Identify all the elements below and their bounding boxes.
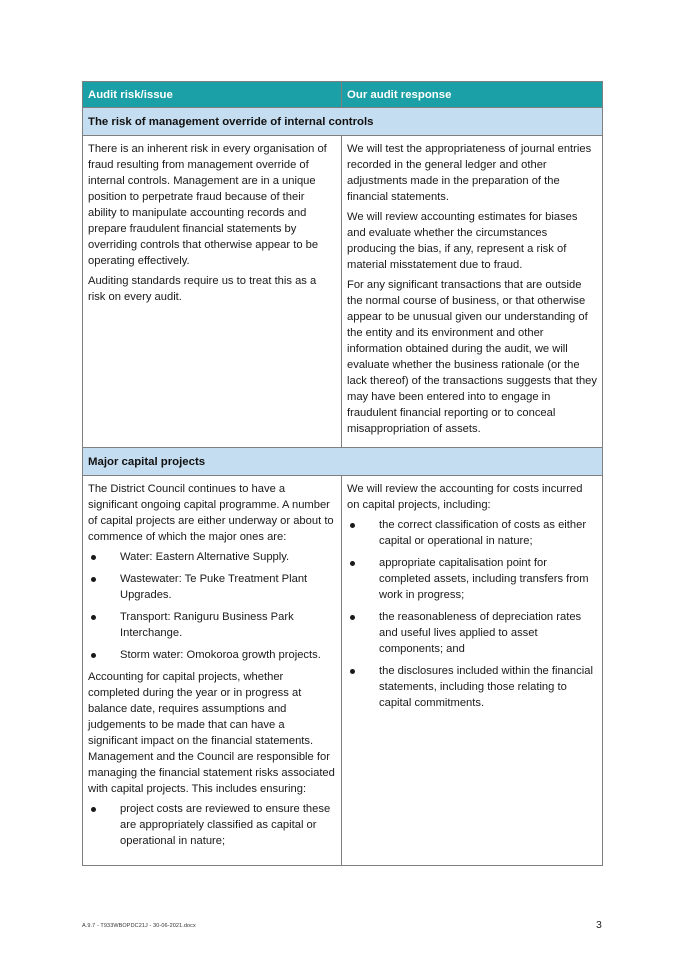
section-title-row bbox=[83, 108, 603, 136]
header-audit-risk: Audit risk/issue bbox=[83, 82, 342, 108]
list-item-text: Wastewater: Te Puke Treatment Plant Upgrades. bbox=[120, 573, 308, 601]
list-item-text: the reasonableness of depreciation rates and useful lives applied to asset components; and bbox=[379, 611, 582, 655]
list-item bbox=[88, 609, 336, 641]
risk-cell bbox=[83, 476, 342, 866]
list-item-text: appropriate capitalisation point for completed assets, including transfers from work in progress; bbox=[379, 557, 589, 601]
section-title-row bbox=[83, 448, 603, 476]
list-item bbox=[88, 549, 336, 565]
response-paragraph: For any significant transactions that are outside the normal course of business, or that otherwise appear to be unusual given our understanding of the entity and its environment and other information obtained during the audit, we will evaluate whether the business rationale (or the lack thereof) of the transactions suggests that they may have been entered into to engage in fraudulent financial reporting or to conceal misappropriation of assets. bbox=[347, 279, 597, 435]
section-title-capital-projects: Major capital projects bbox=[83, 448, 603, 476]
list-item bbox=[347, 517, 597, 549]
list-item-text: Water: Eastern Alternative Supply. bbox=[120, 551, 290, 563]
risk-paragraph: The District Council continues to have a significant ongoing capital programme. A number of capital projects are either underway or about to commence of which the major ones are: bbox=[88, 483, 334, 543]
response-paragraph: We will review accounting estimates for biases and evaluate whether the circumstances producing the bias, if any, represent a risk of material misstatement due to fraud. bbox=[347, 211, 578, 271]
list-item-text: Storm water: Omokoroa growth projects. bbox=[120, 649, 321, 661]
document-reference: A.9.7 - T933WBOPDC21J - 30-06-2021.docx bbox=[82, 923, 196, 929]
response-cell bbox=[342, 476, 603, 866]
risk-cell bbox=[83, 136, 342, 448]
page-number: 3 bbox=[596, 919, 602, 931]
bullet-icon bbox=[350, 523, 355, 528]
list-item bbox=[88, 571, 336, 603]
table-row bbox=[83, 476, 603, 866]
risk-paragraph: Accounting for capital projects, whether completed during the year or in progress at balance date, requires assumptions and judgements to be made that can have a significant impact on the financial statements. Management and the Council are responsible for managing the financial statement risks associated with capital projects. This includes ensuring: bbox=[88, 671, 335, 795]
table-header-row bbox=[83, 82, 603, 108]
section-title-management-override: The risk of management override of internal controls bbox=[83, 108, 603, 136]
bullet-icon bbox=[350, 669, 355, 674]
table-row bbox=[83, 136, 603, 448]
list-item bbox=[88, 647, 336, 663]
audit-risk-table bbox=[82, 81, 603, 866]
capital-projects-list bbox=[88, 549, 336, 663]
list-item bbox=[347, 663, 597, 711]
bullet-icon bbox=[91, 807, 96, 812]
list-item-text: project costs are reviewed to ensure these are appropriately classified as capital or operational in nature; bbox=[120, 803, 331, 847]
bullet-icon bbox=[91, 555, 96, 560]
risk-paragraph: Auditing standards require us to treat this as a risk on every audit. bbox=[88, 275, 317, 303]
bullet-icon bbox=[91, 653, 96, 658]
list-item bbox=[347, 555, 597, 603]
response-cell bbox=[342, 136, 603, 448]
ensuring-list bbox=[88, 801, 336, 849]
list-item bbox=[88, 801, 336, 849]
risk-paragraph: There is an inherent risk in every organisation of fraud resulting from management override of internal controls. Management are in a unique position to perpetrate fraud because of their ability to manipulate accounting records and prepare fraudulent financial statements by overriding controls that otherwise appear to be operating effectively. bbox=[88, 143, 327, 267]
bullet-icon bbox=[91, 615, 96, 620]
list-item-text: Transport: Raniguru Business Park Interchange. bbox=[120, 611, 294, 639]
list-item-text: the correct classification of costs as either capital or operational in nature; bbox=[379, 519, 587, 547]
list-item bbox=[347, 609, 597, 657]
list-item-text: the disclosures included within the financial statements, including those relating to capital commitments. bbox=[379, 665, 593, 709]
response-paragraph: We will test the appropriateness of journal entries recorded in the general ledger and other adjustments made in the preparation of the financial statements. bbox=[347, 143, 592, 203]
bullet-icon bbox=[350, 561, 355, 566]
header-audit-response: Our audit response bbox=[342, 82, 603, 108]
response-list bbox=[347, 517, 597, 711]
response-paragraph: We will review the accounting for costs incurred on capital projects, including: bbox=[347, 483, 583, 511]
bullet-icon bbox=[91, 577, 96, 582]
bullet-icon bbox=[350, 615, 355, 620]
